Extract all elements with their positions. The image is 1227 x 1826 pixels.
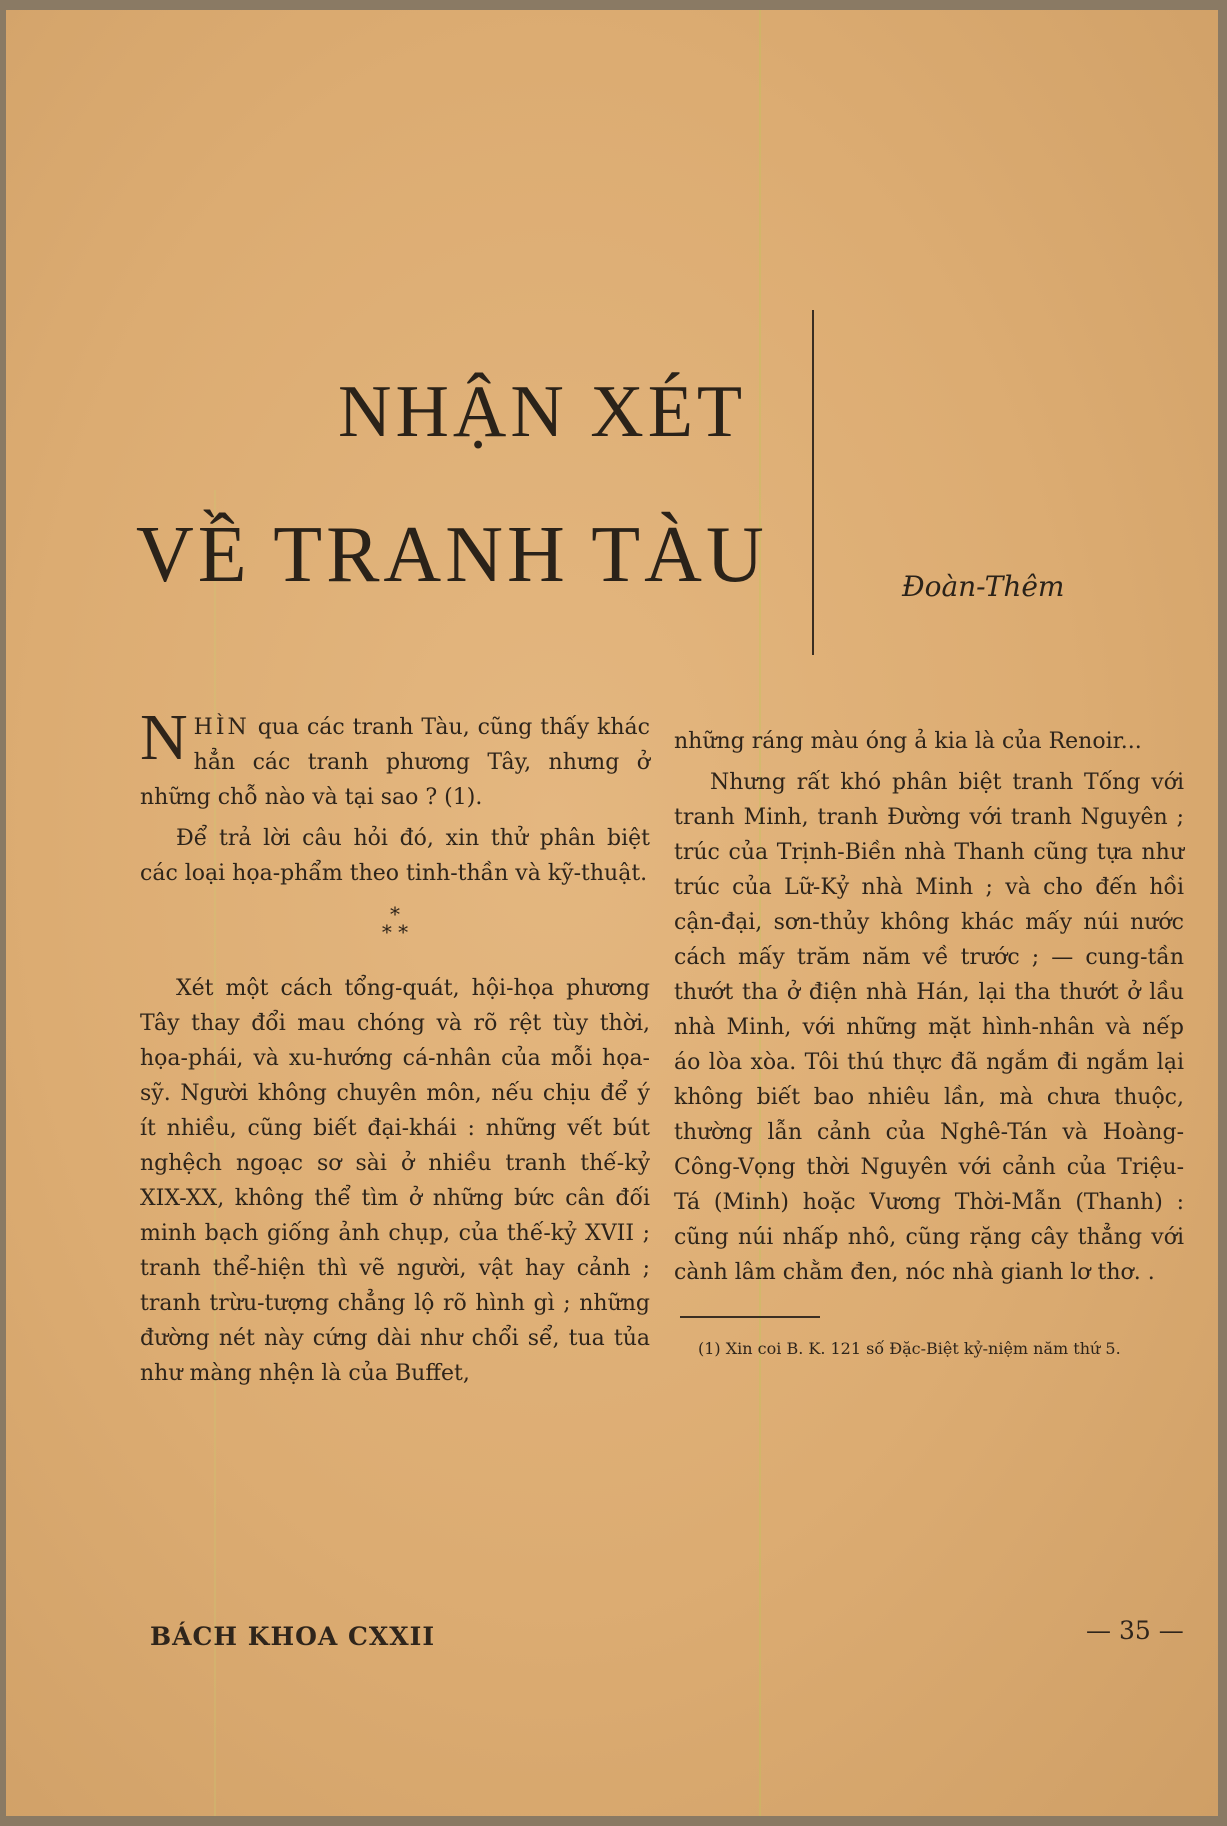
paragraph: những ráng màu óng ả kia là của Renoir...	[674, 729, 1142, 754]
section-break	[140, 902, 650, 944]
title-line-1: NHẬN XÉT	[338, 371, 747, 453]
paragraph: Xét một cách tổng-quát, hội-họa phương Tây thay đổi mau chóng và rõ rệt tùy thời, họa-phái, và xu-hướng cá-nhân của mỗi họa-sỹ. Người không chuyên môn, nếu chịu để ý ít nhiều, cũng biết đại-khái : những vết bút nghệch ngoạc sơ sài ở nhiều tranh thế-kỷ XIX-XX, không thể tìm ở những bức cân đối minh bạch giống ảnh chụp, của thế-kỷ XVII ; tranh thể-hiện thì vẽ người, vật hay cảnh ; tranh trừu-tượng chẳng lộ rõ hình gì ; những đường nét này cứng dài như chổi sể, tua tủa như màng nhện là của Buffet,	[140, 976, 650, 1386]
footnote-rule	[680, 1316, 820, 1318]
intro-smallcaps: HÌN	[193, 715, 250, 740]
paragraph-text: qua các tranh Tàu, cũng thấy khác hẳn các tranh phương Tây, nhưng ở những chỗ nào và tại sao ? (1).	[140, 715, 650, 810]
title-line-2: VỀ TRANH TÀU	[136, 511, 768, 599]
paragraph: Để trả lời câu hỏi đó, xin thử phân biệt các loại họa-phẩm theo tinh-thần và kỹ-thuật.	[140, 826, 650, 886]
drop-cap: N	[140, 701, 188, 774]
magazine-name: BÁCH KHOA CXXII	[150, 1622, 436, 1651]
page-number: — 35 —	[1086, 1616, 1184, 1645]
magazine-page	[6, 10, 1218, 1816]
right-column	[674, 724, 1184, 1364]
paragraph	[140, 701, 650, 815]
left-column	[140, 701, 650, 1391]
asterism-top: *	[390, 902, 400, 926]
paragraph: Nhưng rất khó phân biệt tranh Tống với tranh Minh, tranh Đường với tranh Nguyên ; trúc của Trịnh-Biền nhà Thanh cũng tựa như trúc của Lữ-Kỷ nhà Minh ; và cho đến hồi cận-đại, sơn-thủy không khác mấy núi nước cách mấy trăm năm về trước ; — cung-tần thướt tha ở điện nhà Hán, lại tha thướt ở lầu nhà Minh, với những mặt hình-nhân và nếp áo lòa xòa. Tôi thú thực đã ngắm đi ngắm lại không biết bao nhiêu lần, mà chưa thuộc, thường lẫn cảnh của Nghê-Tán và Hoàng-Công-Vọng thời Nguyên với cảnh của Triệu-Tá (Minh) hoặc Vương Thời-Mẫn (Thanh) : cũng núi nhấp nhô, cũng rặng cây thẳng với cành lâm chằm đen, nóc nhà gianh lơ thơ. .	[674, 770, 1184, 1285]
asterism-bottom: * *	[381, 920, 409, 944]
title-divider	[812, 310, 814, 655]
author-signature: Đoàn-Thêm	[902, 570, 1065, 603]
footnote: (1) Xin coi B. K. 121 số Đặc-Biệt kỷ-niệm năm thứ 5.	[698, 1339, 1121, 1358]
